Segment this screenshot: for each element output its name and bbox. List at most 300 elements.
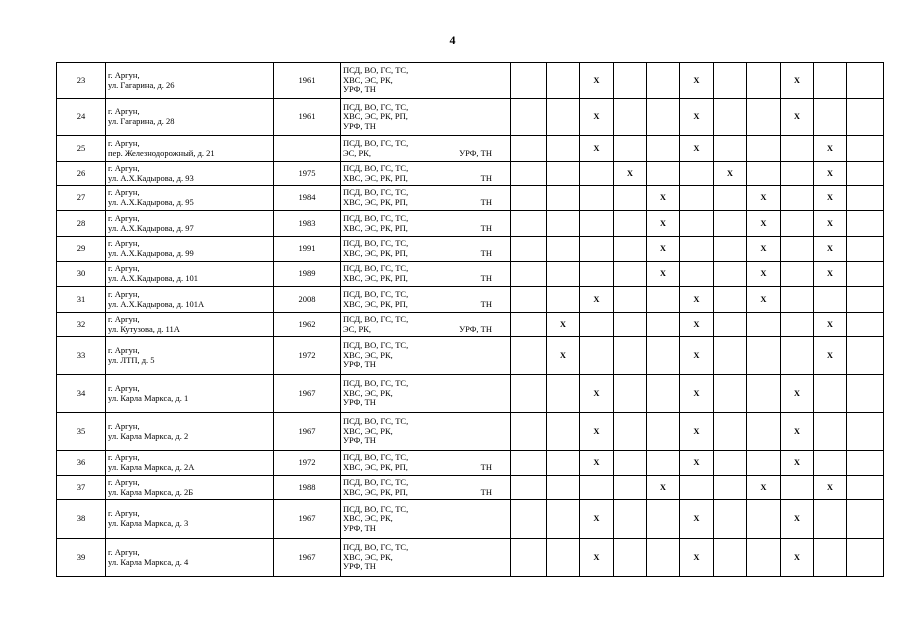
mark-cell [781, 337, 814, 375]
systems-line: ПСД, ВО, ГС, ТС, [343, 476, 409, 487]
mark-cell [847, 186, 884, 211]
address-cell [106, 500, 274, 539]
mark-cell [547, 539, 580, 577]
mark-cell [814, 287, 847, 313]
mark-cell [747, 539, 781, 577]
row-number: 37 [57, 476, 106, 500]
address-city: г. Аргун, [108, 452, 140, 463]
mark-cell [614, 211, 647, 237]
mark-cell: X [580, 63, 614, 99]
address-cell [106, 539, 274, 577]
row-number: 39 [57, 539, 106, 577]
mark-cell [781, 287, 814, 313]
mark-cell [747, 313, 781, 337]
table-row [57, 500, 884, 539]
systems-line: ХВС, ЭС, РК, РП, ТН [343, 462, 492, 472]
systems-line: ХВС, ЭС, РК, [343, 551, 393, 562]
mark-cell: X [814, 136, 847, 162]
address-cell [106, 211, 274, 237]
mark-cell [747, 451, 781, 476]
table-row [57, 186, 884, 211]
mark-cell [614, 313, 647, 337]
mark-cell [847, 162, 884, 186]
mark-cell: X [714, 162, 747, 186]
mark-cell [614, 237, 647, 262]
mark-cell [614, 451, 647, 476]
systems-line: УРФ, ТН [343, 561, 376, 572]
mark-cell [647, 413, 680, 451]
mark-cell [747, 500, 781, 539]
systems-line: ПСД, ВО, ГС, ТС, [343, 452, 409, 463]
row-number: 23 [57, 63, 106, 99]
mark-cell: X [580, 500, 614, 539]
mark-cell [714, 313, 747, 337]
mark-cell: X [781, 539, 814, 577]
mark-cell [847, 337, 884, 375]
mark-cell: X [680, 539, 714, 577]
mark-cell [680, 186, 714, 211]
mark-cell: X [547, 313, 580, 337]
mark-cell [781, 237, 814, 262]
mark-cell [614, 136, 647, 162]
mark-cell [781, 476, 814, 500]
mark-cell [547, 262, 580, 287]
mark-cell: X [781, 500, 814, 539]
systems-cell [341, 99, 511, 136]
systems-line: ЭС, РК, УРФ, ТН [343, 147, 492, 158]
address-city: г. Аргун, [108, 212, 140, 223]
table-row [57, 337, 884, 375]
systems-line: УРФ, ТН [343, 522, 376, 533]
mark-cell: X [647, 262, 680, 287]
address-cell [106, 136, 274, 162]
address-cell [106, 237, 274, 262]
table-row [57, 162, 884, 186]
mark-cell [614, 337, 647, 375]
mark-cell [614, 476, 647, 500]
mark-cell: X [781, 99, 814, 136]
systems-cell [341, 337, 511, 375]
systems-line: ПСД, ВО, ГС, ТС, [343, 162, 409, 173]
mark-cell [847, 99, 884, 136]
mark-cell [511, 476, 547, 500]
mark-cell [847, 136, 884, 162]
mark-cell: X [680, 413, 714, 451]
mark-cell [647, 451, 680, 476]
address-street: ул. Гагарина, д. 28 [108, 116, 175, 126]
mark-cell: X [747, 287, 781, 313]
mark-cell [614, 500, 647, 539]
mark-cell [547, 476, 580, 500]
address-street: ул. ЛТП, д. 5 [108, 354, 155, 365]
mark-cell [814, 413, 847, 451]
mark-cell [511, 99, 547, 136]
systems-line: ХВС, ЭС, РК, [343, 349, 393, 360]
table-row [57, 262, 884, 287]
mark-cell [814, 451, 847, 476]
row-number: 34 [57, 375, 106, 413]
address-city: г. Аргун, [108, 106, 140, 117]
mark-cell [614, 287, 647, 313]
address-city: г. Аргун, [108, 263, 140, 274]
systems-line: ПСД, ВО, ГС, ТС, [343, 416, 409, 427]
systems-line: ХВС, ЭС, РК, РП, [343, 111, 408, 122]
mark-cell [511, 211, 547, 237]
row-number: 36 [57, 451, 106, 476]
mark-cell [714, 99, 747, 136]
mark-cell [614, 413, 647, 451]
systems-line: УРФ, ТН [343, 359, 376, 370]
address-city: г. Аргун, [108, 382, 140, 393]
systems-cell [341, 500, 511, 539]
year-cell: 1989 [274, 262, 341, 287]
mark-cell [747, 63, 781, 99]
mark-cell: X [747, 476, 781, 500]
address-city: г. Аргун, [108, 187, 140, 198]
mark-cell [511, 500, 547, 539]
table-body [57, 63, 884, 577]
mark-cell [511, 162, 547, 186]
mark-cell: X [680, 375, 714, 413]
systems-line: УРФ, ТН [343, 84, 376, 95]
address-street: ул. А.Х.Кадырова, д. 93 [108, 172, 194, 183]
mark-cell [580, 211, 614, 237]
table-row [57, 63, 884, 99]
address-city: г. Аргун, [108, 344, 140, 355]
systems-cell [341, 451, 511, 476]
address-cell [106, 262, 274, 287]
row-number: 27 [57, 186, 106, 211]
address-street: ул. Карла Маркса, д. 4 [108, 556, 189, 567]
year-cell: 1991 [274, 237, 341, 262]
mark-cell [511, 413, 547, 451]
mark-cell [647, 375, 680, 413]
mark-cell [614, 99, 647, 136]
systems-cell [341, 211, 511, 237]
year-cell: 1967 [274, 413, 341, 451]
mark-cell: X [580, 136, 614, 162]
mark-cell: X [814, 211, 847, 237]
mark-cell [847, 413, 884, 451]
systems-cell [341, 186, 511, 211]
mark-cell [714, 63, 747, 99]
year-cell: 1972 [274, 337, 341, 375]
address-street: ул. Карла Маркса, д. 2Б [108, 486, 194, 497]
mark-cell: X [580, 413, 614, 451]
mark-cell: X [680, 451, 714, 476]
systems-line: ХВС, ЭС, РК, [343, 74, 393, 85]
mark-cell [814, 375, 847, 413]
address-city: г. Аргун, [108, 476, 140, 487]
row-number: 35 [57, 413, 106, 451]
mark-cell [580, 476, 614, 500]
address-city: г. Аргун, [108, 508, 140, 519]
systems-line: ХВС, ЭС, РК, РП, ТН [343, 298, 492, 309]
mark-cell [781, 313, 814, 337]
mark-cell: X [680, 287, 714, 313]
mark-cell: X [647, 237, 680, 262]
mark-cell: X [580, 451, 614, 476]
mark-cell [747, 99, 781, 136]
year-cell: 1975 [274, 162, 341, 186]
table-row [57, 413, 884, 451]
mark-cell [814, 63, 847, 99]
mark-cell [547, 375, 580, 413]
systems-line: ХВС, ЭС, РК, РП, ТН [343, 197, 492, 207]
systems-line: ХВС, ЭС, РК, РП, ТН [343, 248, 492, 258]
address-city: г. Аргун, [108, 238, 140, 249]
table-row [57, 237, 884, 262]
address-cell [106, 413, 274, 451]
mark-cell: X [747, 262, 781, 287]
systems-cell [341, 476, 511, 500]
address-cell [106, 476, 274, 500]
mark-cell [647, 287, 680, 313]
mark-cell [680, 237, 714, 262]
mark-cell [714, 500, 747, 539]
buildings-table [56, 62, 884, 577]
address-cell [106, 162, 274, 186]
systems-line: ХВС, ЭС, РК, РП, ТН [343, 486, 492, 497]
year-cell: 1967 [274, 500, 341, 539]
address-cell [106, 337, 274, 375]
systems-line: ХВС, ЭС, РК, [343, 387, 393, 398]
mark-cell [647, 539, 680, 577]
year-cell: 1961 [274, 99, 341, 136]
table-row [57, 313, 884, 337]
mark-cell [511, 451, 547, 476]
mark-cell [614, 375, 647, 413]
systems-cell [341, 539, 511, 577]
mark-cell [647, 63, 680, 99]
mark-cell: X [747, 237, 781, 262]
mark-cell [647, 313, 680, 337]
mark-cell [614, 186, 647, 211]
year-cell [274, 136, 341, 162]
table-row [57, 539, 884, 577]
address-cell [106, 99, 274, 136]
row-number: 30 [57, 262, 106, 287]
mark-cell [647, 162, 680, 186]
address-street: ул. Карла Маркса, д. 2А [108, 462, 195, 472]
systems-line: ХВС, ЭС, РК, [343, 513, 393, 524]
address-cell [106, 451, 274, 476]
mark-cell [511, 63, 547, 99]
address-street: ул. Гагарина, д. 26 [108, 79, 175, 90]
mark-cell [547, 211, 580, 237]
mark-cell [847, 237, 884, 262]
systems-line: ПСД, ВО, ГС, ТС, [343, 65, 409, 76]
row-number: 33 [57, 337, 106, 375]
row-number: 32 [57, 313, 106, 337]
mark-cell [814, 500, 847, 539]
year-cell: 1967 [274, 539, 341, 577]
mark-cell [714, 237, 747, 262]
systems-line: ХВС, ЭС, РК, РП, ТН [343, 273, 492, 283]
mark-cell [814, 539, 847, 577]
mark-cell: X [647, 186, 680, 211]
address-street: ул. А.Х.Кадырова, д. 95 [108, 197, 194, 207]
mark-cell [847, 211, 884, 237]
address-city: г. Аргун, [108, 313, 140, 324]
mark-cell [547, 451, 580, 476]
systems-cell [341, 262, 511, 287]
systems-line: УРФ, ТН [343, 120, 376, 131]
systems-line: ХВС, ЭС, РК, [343, 425, 393, 436]
systems-line: ПСД, ВО, ГС, ТС, [343, 101, 409, 112]
mark-cell [747, 337, 781, 375]
mark-cell [781, 162, 814, 186]
address-cell [106, 63, 274, 99]
mark-cell: X [747, 186, 781, 211]
mark-cell [847, 500, 884, 539]
mark-cell [847, 287, 884, 313]
table-row [57, 287, 884, 313]
address-city: г. Аргун, [108, 69, 140, 80]
mark-cell [747, 413, 781, 451]
mark-cell [511, 287, 547, 313]
mark-cell [714, 539, 747, 577]
address-cell [106, 287, 274, 313]
mark-cell: X [781, 375, 814, 413]
row-number: 24 [57, 99, 106, 136]
mark-cell [511, 337, 547, 375]
mark-cell [511, 375, 547, 413]
address-cell [106, 375, 274, 413]
mark-cell: X [814, 476, 847, 500]
address-street: ул. Кутузова, д. 11А [108, 323, 180, 334]
address-street: ул. А.Х.Кадырова, д. 101 [108, 273, 199, 283]
address-cell [106, 186, 274, 211]
mark-cell [511, 262, 547, 287]
table-row [57, 211, 884, 237]
mark-cell: X [680, 99, 714, 136]
systems-line: ПСД, ВО, ГС, ТС, [343, 340, 409, 351]
address-street: ул. А.Х.Кадырова, д. 101А [108, 298, 205, 309]
mark-cell [614, 539, 647, 577]
mark-cell [614, 63, 647, 99]
address-street: пер. Железнодорожный, д. 21 [108, 147, 215, 158]
systems-line: ПСД, ВО, ГС, ТС, [343, 503, 409, 514]
systems-cell [341, 413, 511, 451]
mark-cell [747, 162, 781, 186]
table-row [57, 375, 884, 413]
mark-cell: X [647, 211, 680, 237]
mark-cell: X [747, 211, 781, 237]
year-cell: 1967 [274, 375, 341, 413]
mark-cell [511, 539, 547, 577]
page-number: 4 [449, 33, 456, 47]
mark-cell [580, 237, 614, 262]
address-city: г. Аргун, [108, 420, 140, 431]
mark-cell [847, 375, 884, 413]
mark-cell [614, 262, 647, 287]
mark-cell [647, 500, 680, 539]
mark-cell [647, 136, 680, 162]
mark-cell [714, 476, 747, 500]
mark-cell: X [781, 63, 814, 99]
mark-cell [547, 287, 580, 313]
mark-cell [847, 539, 884, 577]
address-city: г. Аргун, [108, 546, 140, 557]
mark-cell: X [781, 413, 814, 451]
row-number: 38 [57, 500, 106, 539]
mark-cell [847, 262, 884, 287]
mark-cell: X [680, 337, 714, 375]
year-cell: 1961 [274, 63, 341, 99]
mark-cell [847, 476, 884, 500]
mark-cell [714, 337, 747, 375]
table-row [57, 99, 884, 136]
systems-line: ПСД, ВО, ГС, ТС, [343, 542, 409, 553]
mark-cell [580, 313, 614, 337]
row-number: 25 [57, 136, 106, 162]
address-city: г. Аргун, [108, 162, 140, 173]
mark-cell [714, 186, 747, 211]
mark-cell [580, 162, 614, 186]
systems-line: ПСД, ВО, ГС, ТС, [343, 288, 409, 299]
mark-cell [847, 451, 884, 476]
mark-cell: X [580, 539, 614, 577]
mark-cell [847, 63, 884, 99]
year-cell: 1984 [274, 186, 341, 211]
mark-cell [781, 136, 814, 162]
mark-cell [680, 262, 714, 287]
mark-cell [580, 186, 614, 211]
mark-cell: X [614, 162, 647, 186]
mark-cell [647, 99, 680, 136]
mark-cell: X [580, 287, 614, 313]
mark-cell [747, 136, 781, 162]
systems-cell [341, 162, 511, 186]
mark-cell: X [814, 162, 847, 186]
systems-line: ЭС, РК, УРФ, ТН [343, 323, 492, 334]
mark-cell [547, 413, 580, 451]
year-cell: 1962 [274, 313, 341, 337]
mark-cell [580, 337, 614, 375]
mark-cell: X [647, 476, 680, 500]
address-street: ул. Карла Маркса, д. 3 [108, 518, 189, 528]
address-street: ул. Карла Маркса, д. 1 [108, 392, 189, 403]
systems-line: ПСД, ВО, ГС, ТС, [343, 137, 409, 148]
row-number: 28 [57, 211, 106, 237]
mark-cell [781, 211, 814, 237]
year-cell: 1988 [274, 476, 341, 500]
systems-cell [341, 313, 511, 337]
mark-cell: X [547, 337, 580, 375]
row-number: 31 [57, 287, 106, 313]
mark-cell: X [814, 262, 847, 287]
systems-line: ПСД, ВО, ГС, ТС, [343, 212, 409, 223]
mark-cell [714, 262, 747, 287]
mark-cell [547, 237, 580, 262]
address-street: ул. А.Х.Кадырова, д. 99 [108, 248, 194, 258]
systems-line: ПСД, ВО, ГС, ТС, [343, 313, 409, 324]
mark-cell: X [680, 313, 714, 337]
address-city: г. Аргун, [108, 288, 140, 299]
mark-cell [680, 162, 714, 186]
mark-cell [714, 451, 747, 476]
systems-line: ХВС, ЭС, РК, РП, ТН [343, 222, 492, 233]
year-cell: 2008 [274, 287, 341, 313]
mark-cell [714, 375, 747, 413]
mark-cell [714, 211, 747, 237]
mark-cell [714, 413, 747, 451]
mark-cell [547, 63, 580, 99]
year-cell: 1972 [274, 451, 341, 476]
systems-cell [341, 287, 511, 313]
mark-cell [511, 237, 547, 262]
